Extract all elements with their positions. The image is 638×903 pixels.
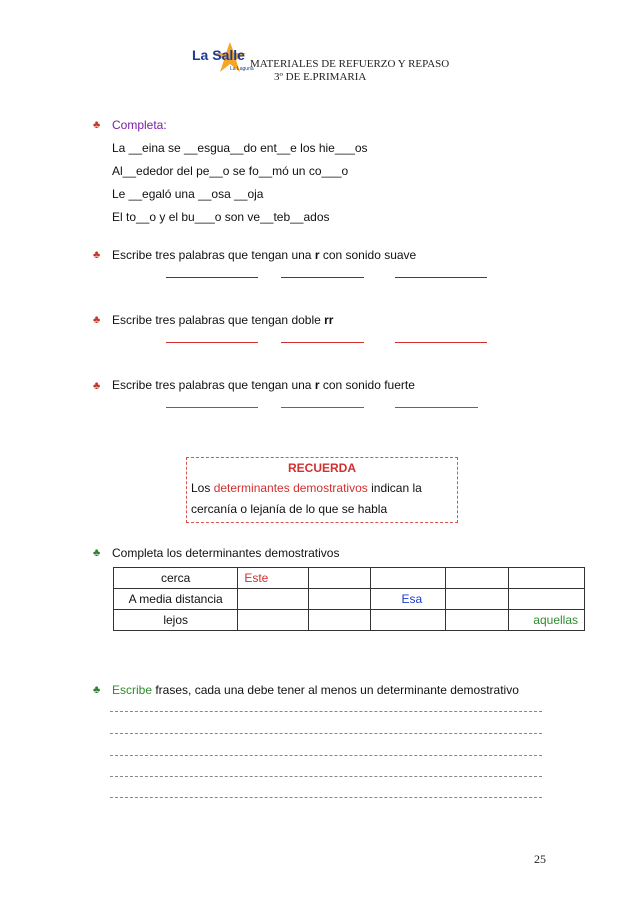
table-row xyxy=(114,589,585,610)
section6-label: Escribe frases, cada una debe tener al menos un determinante demostrativo xyxy=(112,683,519,697)
answer-line[interactable] xyxy=(281,342,364,343)
table-cell[interactable]: Esa xyxy=(371,589,446,610)
club-bullet-icon: ♣ xyxy=(93,380,101,392)
club-bullet-icon: ♣ xyxy=(93,119,101,131)
recuerda-line2: cercanía o lejanía de lo que se habla xyxy=(191,502,388,516)
writing-line[interactable] xyxy=(110,733,542,734)
writing-line[interactable] xyxy=(110,711,542,712)
exercise-line: Al__ededor del pe__o se fo__mó un co___o xyxy=(112,164,349,178)
section4-label: Escribe tres palabras que tengan una r con sonido fuerte xyxy=(112,378,415,392)
answer-line[interactable] xyxy=(281,407,364,408)
answer-line[interactable] xyxy=(166,342,258,343)
writing-line[interactable] xyxy=(110,797,542,798)
section1-label: Completa: xyxy=(112,118,167,132)
table-cell[interactable] xyxy=(446,589,509,610)
answer-line[interactable] xyxy=(281,277,364,278)
table-cell[interactable] xyxy=(371,610,446,631)
table-cell[interactable] xyxy=(308,589,371,610)
table-cell: cerca xyxy=(114,568,238,589)
club-bullet-icon: ♣ xyxy=(93,547,101,559)
table-cell: A media distancia xyxy=(114,589,238,610)
recuerda-line1: Los determinantes demostrativos indican la xyxy=(191,481,422,495)
demonstratives-table xyxy=(113,567,585,631)
table-cell[interactable] xyxy=(446,610,509,631)
exercise-line: Le __egaló una __osa __oja xyxy=(112,187,264,201)
answer-line[interactable] xyxy=(395,342,487,343)
table-row xyxy=(114,568,585,589)
logo-sub: La Laguna xyxy=(230,66,254,72)
header-title: MATERIALES DE REFUERZO Y REPASO xyxy=(250,58,450,70)
section5-label: Completa los determinantes demostrativos xyxy=(112,546,340,560)
club-bullet-icon: ♣ xyxy=(93,314,101,326)
table-cell[interactable] xyxy=(446,568,509,589)
answer-line[interactable] xyxy=(166,277,258,278)
table-cell: lejos xyxy=(114,610,238,631)
table-cell[interactable] xyxy=(238,610,309,631)
table-cell[interactable] xyxy=(508,589,584,610)
section2-label: Escribe tres palabras que tengan una r con sonido suave xyxy=(112,248,417,262)
table-cell[interactable] xyxy=(508,568,584,589)
table-cell[interactable] xyxy=(308,610,371,631)
logo-text: La Salle xyxy=(192,47,245,63)
table-cell[interactable] xyxy=(238,589,309,610)
header-subtitle: 3º DE E.PRIMARIA xyxy=(274,71,367,83)
answer-line[interactable] xyxy=(166,407,258,408)
exercise-line: El to__o y el bu___o son ve__teb__ados xyxy=(112,210,330,224)
table-cell[interactable]: Este xyxy=(238,568,309,589)
table-cell[interactable] xyxy=(308,568,371,589)
club-bullet-icon: ♣ xyxy=(93,249,101,261)
answer-line[interactable] xyxy=(395,407,478,408)
answer-line[interactable] xyxy=(395,277,487,278)
table-cell[interactable]: aquellas xyxy=(508,610,584,631)
club-bullet-icon: ♣ xyxy=(93,684,101,696)
recuerda-title: RECUERDA xyxy=(288,461,357,475)
writing-line[interactable] xyxy=(110,776,542,777)
page-number: 25 xyxy=(534,852,546,866)
table-row xyxy=(114,610,585,631)
writing-line[interactable] xyxy=(110,755,542,756)
section3-label: Escribe tres palabras que tengan doble rr xyxy=(112,313,334,327)
table-cell[interactable] xyxy=(371,568,446,589)
exercise-line: La __eina se __esgua__do ent__e los hie___os xyxy=(112,141,368,155)
